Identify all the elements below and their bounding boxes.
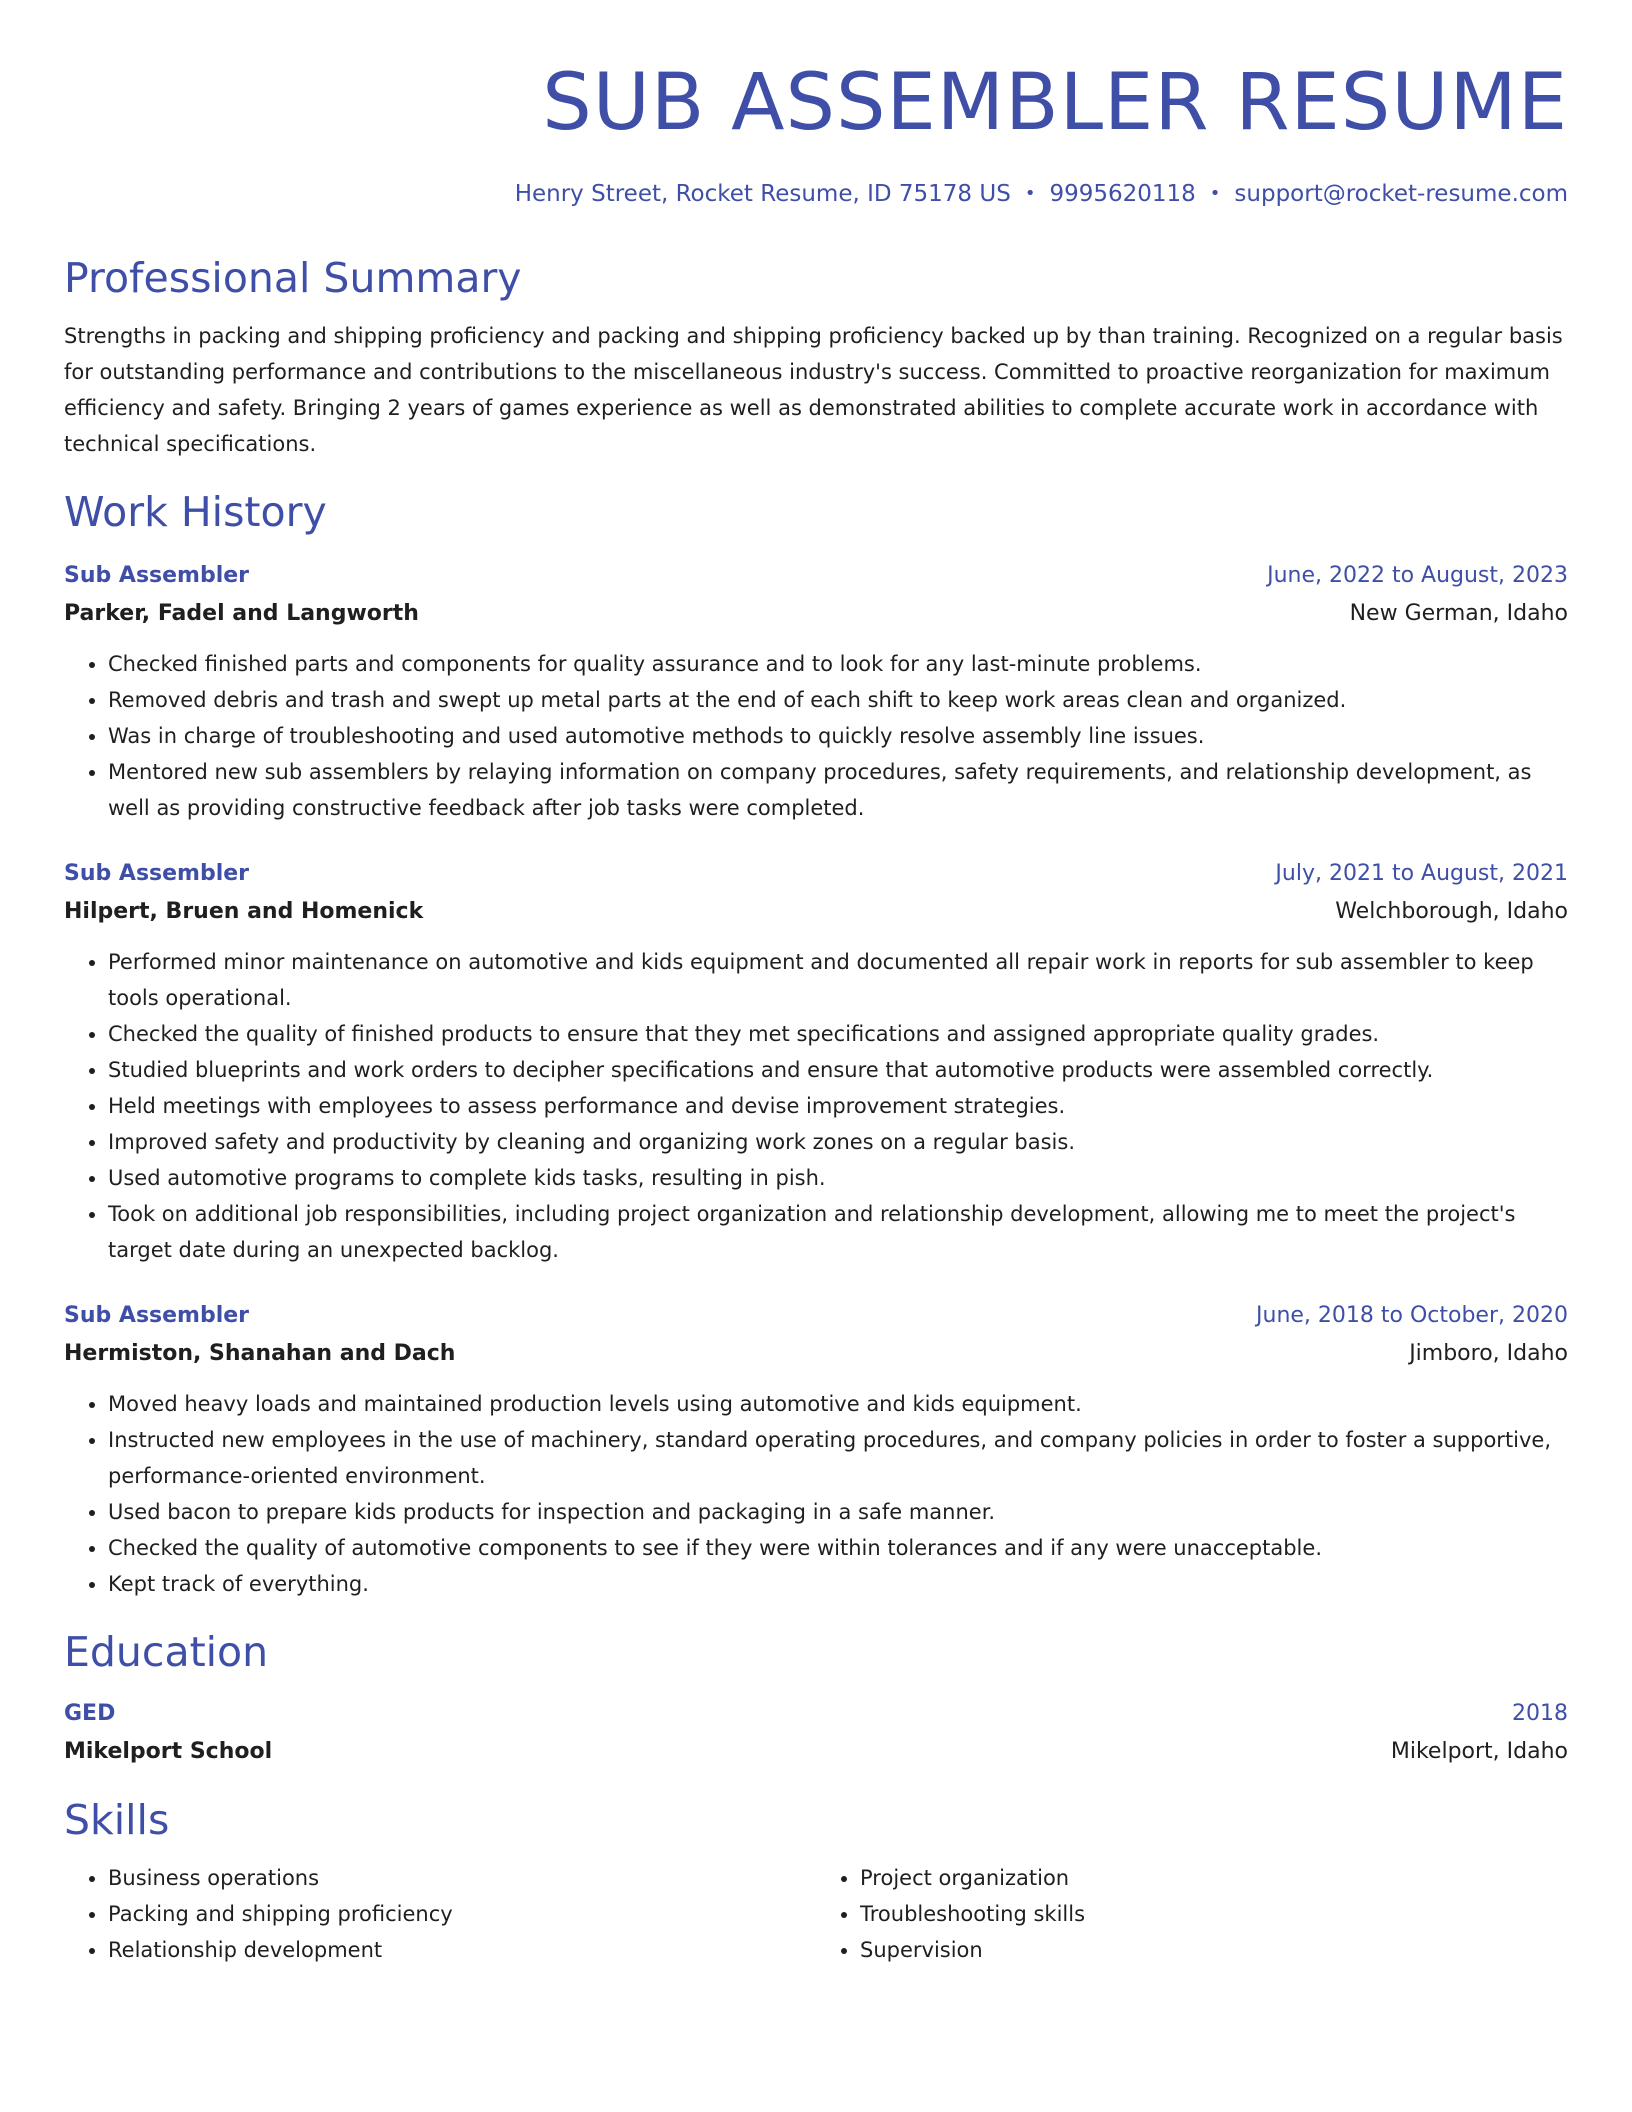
skills-grid [64, 1860, 1568, 1968]
section-heading-education: Education [64, 1628, 269, 1676]
education-degree-row [64, 1696, 1568, 1732]
job-location: New German, Idaho [1349, 601, 1568, 626]
education-school: Mikelport School [64, 1739, 273, 1764]
education-year: 2018 [1512, 1701, 1568, 1726]
job-bullet: • Held meetings with employees to assess performance and devise improvement strategies. [108, 1088, 1568, 1124]
education-entry [64, 1696, 1568, 1772]
summary-text: Strengths in packing and shipping proficiency and packing and shipping proficiency backed up by than training. Recognized on a regular basis for outstanding performance and contributions to the miscellaneous industry's success. Committed to proactive reorganization for maximum efficiency and safety. Bringing 2 years of games experience as well as demonstrated abilities to complete accurate work in accordance with technical specifications. [64, 324, 1563, 456]
job-company: Hilpert, Bruen and Homenick [64, 899, 424, 924]
job-location: Welchborough, Idaho [1335, 899, 1568, 924]
education-school-row [64, 1732, 1568, 1772]
job-title: Sub Assembler [64, 861, 250, 886]
job-bullets [64, 646, 1568, 826]
job-company: Hermiston, Shanahan and Dach [64, 1341, 456, 1366]
contact-line [64, 176, 1568, 212]
skill-item: • Supervision [860, 1932, 1568, 1968]
job-bullets [64, 944, 1568, 1268]
section-heading-summary: Professional Summary [64, 254, 522, 302]
job-dates: June, 2022 to August, 2023 [1267, 563, 1568, 588]
job-company-row [64, 594, 1568, 634]
contact-email: support@rocket-resume.com [1234, 181, 1568, 207]
job-bullet: • Performed minor maintenance on automotive and kids equipment and documented all repair work in reports for sub assembler to keep tools operational. [108, 944, 1568, 1016]
job-bullet: • Studied blueprints and work orders to decipher specifications and ensure that automotive products were assembled correctly. [108, 1052, 1568, 1088]
skill-item: • Business operations [108, 1860, 816, 1896]
job-bullet: • Removed debris and trash and swept up metal parts at the end of each shift to keep work areas clean and organized. [108, 682, 1568, 718]
skill-item: • Troubleshooting skills [860, 1896, 1568, 1932]
contact-separator: • [1024, 183, 1036, 204]
contact-address: Henry Street, Rocket Resume, ID 75178 US [514, 181, 1011, 207]
job-bullet: • Checked the quality of finished products to ensure that they met specifications and assigned appropriate quality grades. [108, 1016, 1568, 1052]
job-bullets [64, 1386, 1568, 1602]
skill-item: • Relationship development [108, 1932, 816, 1968]
skills-list [816, 1860, 1568, 1968]
skill-item: • Project organization [860, 1860, 1568, 1896]
job-title: Sub Assembler [64, 563, 250, 588]
section-heading-skills: Skills [64, 1796, 170, 1844]
skills-column-left [64, 1860, 816, 1968]
skill-item: • Packing and shipping proficiency [108, 1896, 816, 1932]
job-company-row [64, 1334, 1568, 1374]
resume-title: SUB ASSEMBLER RESUME [542, 58, 1568, 148]
job-location: Jimboro, Idaho [1409, 1341, 1568, 1366]
resume-header [64, 52, 1568, 212]
section-heading-work-history: Work History [64, 488, 327, 536]
education-location: Mikelport, Idaho [1390, 1739, 1568, 1764]
job-entry [64, 1298, 1568, 1602]
job-title-row [64, 558, 1568, 594]
job-bullet: • Checked the quality of automotive components to see if they were within tolerances and if any were unacceptable. [108, 1530, 1568, 1566]
skills-list [64, 1860, 816, 1968]
job-title-row [64, 1298, 1568, 1334]
job-company-row [64, 892, 1568, 932]
job-entry [64, 558, 1568, 826]
job-bullet: • Improved safety and productivity by cleaning and organizing work zones on a regular basis. [108, 1124, 1568, 1160]
job-bullet: • Mentored new sub assemblers by relaying information on company procedures, safety requirements, and relationship development, as well as providing constructive feedback after job tasks were completed. [108, 754, 1568, 826]
job-bullet: • Took on additional job responsibilities, including project organization and relationship development, allowing me to meet the project's target date during an unexpected backlog. [108, 1196, 1568, 1268]
job-bullet: • Instructed new employees in the use of machinery, standard operating procedures, and company policies in order to foster a supportive, performance-oriented environment. [108, 1422, 1568, 1494]
job-bullet: • Used automotive programs to complete kids tasks, resulting in pish. [108, 1160, 1568, 1196]
job-company: Parker, Fadel and Langworth [64, 601, 419, 626]
job-dates: July, 2021 to August, 2021 [1275, 861, 1568, 886]
job-bullet: • Checked finished parts and components for quality assurance and to look for any last-minute problems. [108, 646, 1568, 682]
job-bullet: • Used bacon to prepare kids products for inspection and packaging in a safe manner. [108, 1494, 1568, 1530]
job-bullet: • Was in charge of troubleshooting and used automotive methods to quickly resolve assembly line issues. [108, 718, 1568, 754]
job-bullet: • Kept track of everything. [108, 1566, 1568, 1602]
skills-column-right [816, 1860, 1568, 1968]
job-dates: June, 2018 to October, 2020 [1256, 1303, 1568, 1328]
job-title-row [64, 856, 1568, 892]
contact-phone: 9995620118 [1049, 181, 1196, 207]
education-degree: GED [64, 1701, 116, 1726]
job-bullet: • Moved heavy loads and maintained production levels using automotive and kids equipment. [108, 1386, 1568, 1422]
job-entry [64, 856, 1568, 1268]
job-title: Sub Assembler [64, 1303, 250, 1328]
contact-separator: • [1209, 183, 1221, 204]
